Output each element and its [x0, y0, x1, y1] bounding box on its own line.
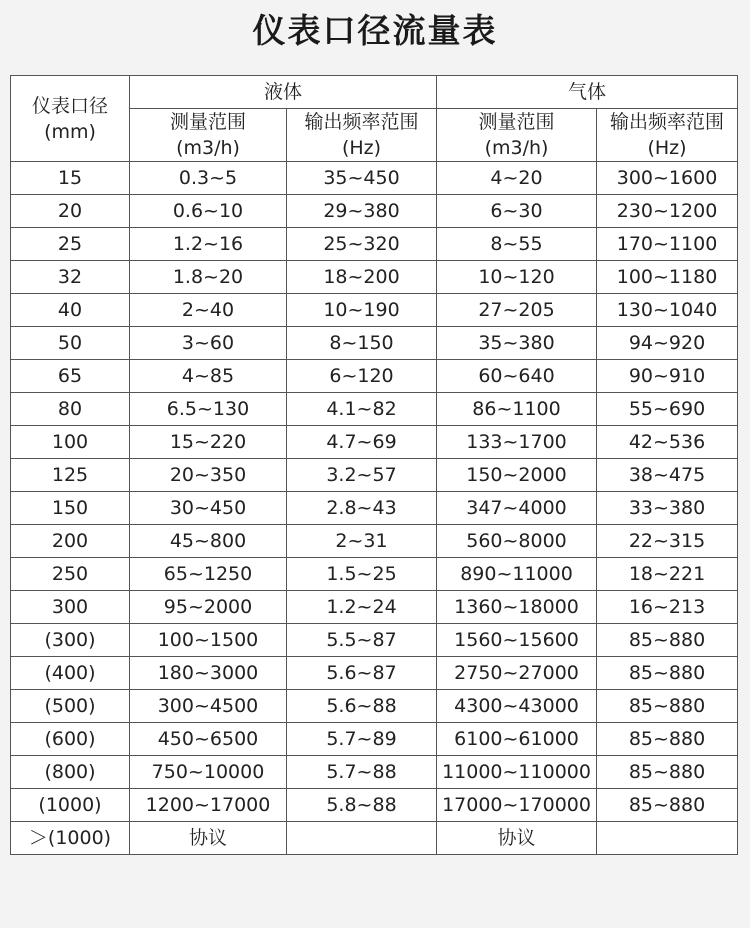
- caliber-header: 仪表口径 (mm): [11, 76, 130, 162]
- caliber-cell: (400): [11, 657, 130, 690]
- liquid-range-cell: 100~1500: [130, 624, 287, 657]
- liquid-freq-cell: 4.1~82: [287, 393, 437, 426]
- gas-freq-cell: 38~475: [597, 459, 738, 492]
- gas-range-cell: 347~4000: [437, 492, 597, 525]
- gas-freq-cell: 170~1100: [597, 228, 738, 261]
- liquid-freq-cell: 5.7~89: [287, 723, 437, 756]
- liquid-range-header: 测量范围 (m3/h): [130, 109, 287, 162]
- caliber-cell: 300: [11, 591, 130, 624]
- gas-range-cell: 11000~110000: [437, 756, 597, 789]
- liquid-freq-cell: 5.7~88: [287, 756, 437, 789]
- page-title: 仪表口径流量表: [252, 11, 498, 50]
- liquid-freq-cell: 2.8~43: [287, 492, 437, 525]
- caliber-cell: 80: [11, 393, 130, 426]
- liquid-freq-cell: 29~380: [287, 195, 437, 228]
- gas-range-cell: 10~120: [437, 261, 597, 294]
- gas-range-cell: 4~20: [437, 162, 597, 195]
- table-row-agreement: [11, 822, 738, 855]
- caliber-cell: (1000): [11, 789, 130, 822]
- gas-freq-cell: 130~1040: [597, 294, 738, 327]
- liquid-freq-cell: 1.5~25: [287, 558, 437, 591]
- caliber-cell: (800): [11, 756, 130, 789]
- gas-range-cell: 1560~15600: [437, 624, 597, 657]
- liquid-range-cell: 450~6500: [130, 723, 287, 756]
- empty-cell: [287, 822, 437, 855]
- caliber-cell: 250: [11, 558, 130, 591]
- caliber-cell: 150: [11, 492, 130, 525]
- gas-range-header: 测量范围 (m3/h): [437, 109, 597, 162]
- liquid-range-cell: 180~3000: [130, 657, 287, 690]
- gas-freq-cell: 85~880: [597, 789, 738, 822]
- gas-range-cell: 2750~27000: [437, 657, 597, 690]
- gas-range-cell: 6100~61000: [437, 723, 597, 756]
- liquid-range-cell: 0.6~10: [130, 195, 287, 228]
- table-row: [11, 723, 738, 756]
- liquid-range-cell: 1200~17000: [130, 789, 287, 822]
- gas-freq-header: 输出频率范围 (Hz): [597, 109, 738, 162]
- table-row: [11, 228, 738, 261]
- liquid-freq-cell: 2~31: [287, 525, 437, 558]
- liquid-freq-cell: 5.6~88: [287, 690, 437, 723]
- caliber-cell: 15: [11, 162, 130, 195]
- gas-freq-cell: 85~880: [597, 723, 738, 756]
- gas-freq-cell: 85~880: [597, 624, 738, 657]
- table-row: [11, 393, 738, 426]
- gas-range-cell: 35~380: [437, 327, 597, 360]
- liquid-range-cell: 20~350: [130, 459, 287, 492]
- gas-range-cell: 86~1100: [437, 393, 597, 426]
- caliber-cell: ＞(1000): [11, 822, 130, 855]
- liquid-freq-cell: 3.2~57: [287, 459, 437, 492]
- liquid-freq-cell: 4.7~69: [287, 426, 437, 459]
- gas-range-cell: 8~55: [437, 228, 597, 261]
- table-row: [11, 756, 738, 789]
- caliber-cell: 100: [11, 426, 130, 459]
- liquid-range-cell: 2~40: [130, 294, 287, 327]
- caliber-cell: 50: [11, 327, 130, 360]
- liquid-freq-header: 输出频率范围 (Hz): [287, 109, 437, 162]
- liquid-freq-cell: 35~450: [287, 162, 437, 195]
- gas-range-cell: 4300~43000: [437, 690, 597, 723]
- caliber-cell: 200: [11, 525, 130, 558]
- gas-freq-cell: 16~213: [597, 591, 738, 624]
- gas-freq-cell: 100~1180: [597, 261, 738, 294]
- liquid-range-cell: 300~4500: [130, 690, 287, 723]
- caliber-cell: (500): [11, 690, 130, 723]
- table-row: [11, 195, 738, 228]
- flow-table: [10, 75, 738, 855]
- liquid-range-cell: 65~1250: [130, 558, 287, 591]
- gas-freq-cell: 300~1600: [597, 162, 738, 195]
- liquid-freq-cell: 1.2~24: [287, 591, 437, 624]
- caliber-cell: (300): [11, 624, 130, 657]
- header-row-group: [11, 76, 738, 109]
- table-row: [11, 459, 738, 492]
- table-row: [11, 690, 738, 723]
- liquid-freq-cell: 5.6~87: [287, 657, 437, 690]
- table-row: [11, 789, 738, 822]
- gas-freq-cell: 85~880: [597, 690, 738, 723]
- gas-freq-cell: 85~880: [597, 657, 738, 690]
- liquid-freq-cell: 5.8~88: [287, 789, 437, 822]
- liquid-range-cell: 45~800: [130, 525, 287, 558]
- liquid-range-cell: 0.3~5: [130, 162, 287, 195]
- gas-range-cell: 890~11000: [437, 558, 597, 591]
- gas-freq-cell: 94~920: [597, 327, 738, 360]
- liquid-range-cell: 1.8~20: [130, 261, 287, 294]
- gas-freq-cell: 85~880: [597, 756, 738, 789]
- table-row: [11, 426, 738, 459]
- gas-freq-cell: 90~910: [597, 360, 738, 393]
- caliber-cell: (600): [11, 723, 130, 756]
- gas-range-cell: 6~30: [437, 195, 597, 228]
- caliber-cell: 32: [11, 261, 130, 294]
- gas-range-cell: 17000~170000: [437, 789, 597, 822]
- table-row: [11, 624, 738, 657]
- table-row: [11, 162, 738, 195]
- gas-freq-cell: 230~1200: [597, 195, 738, 228]
- gas-agreement-cell: 协议: [437, 822, 597, 855]
- liquid-freq-cell: 5.5~87: [287, 624, 437, 657]
- table-row: [11, 525, 738, 558]
- gas-freq-cell: 33~380: [597, 492, 738, 525]
- table-row: [11, 327, 738, 360]
- liquid-freq-cell: 25~320: [287, 228, 437, 261]
- gas-range-cell: 27~205: [437, 294, 597, 327]
- liquid-range-cell: 750~10000: [130, 756, 287, 789]
- liquid-range-cell: 3~60: [130, 327, 287, 360]
- table-row: [11, 261, 738, 294]
- gas-freq-cell: 18~221: [597, 558, 738, 591]
- gas-header: 气体: [437, 76, 738, 109]
- table-row: [11, 360, 738, 393]
- liquid-freq-cell: 6~120: [287, 360, 437, 393]
- gas-range-cell: 133~1700: [437, 426, 597, 459]
- liquid-range-cell: 30~450: [130, 492, 287, 525]
- gas-range-cell: 560~8000: [437, 525, 597, 558]
- liquid-range-cell: 4~85: [130, 360, 287, 393]
- liquid-freq-cell: 10~190: [287, 294, 437, 327]
- caliber-cell: 40: [11, 294, 130, 327]
- gas-range-cell: 60~640: [437, 360, 597, 393]
- caliber-cell: 65: [11, 360, 130, 393]
- liquid-freq-cell: 8~150: [287, 327, 437, 360]
- liquid-range-cell: 15~220: [130, 426, 287, 459]
- liquid-header: 液体: [130, 76, 437, 109]
- gas-range-cell: 150~2000: [437, 459, 597, 492]
- table-row: [11, 657, 738, 690]
- liquid-range-cell: 1.2~16: [130, 228, 287, 261]
- caliber-cell: 20: [11, 195, 130, 228]
- table-row: [11, 294, 738, 327]
- gas-freq-cell: 42~536: [597, 426, 738, 459]
- caliber-cell: 125: [11, 459, 130, 492]
- table-row: [11, 492, 738, 525]
- table-row: [11, 591, 738, 624]
- liquid-freq-cell: 18~200: [287, 261, 437, 294]
- gas-range-cell: 1360~18000: [437, 591, 597, 624]
- gas-freq-cell: 55~690: [597, 393, 738, 426]
- liquid-range-cell: 6.5~130: [130, 393, 287, 426]
- liquid-range-cell: 95~2000: [130, 591, 287, 624]
- liquid-agreement-cell: 协议: [130, 822, 287, 855]
- empty-cell: [597, 822, 738, 855]
- gas-freq-cell: 22~315: [597, 525, 738, 558]
- caliber-cell: 25: [11, 228, 130, 261]
- table-row: [11, 558, 738, 591]
